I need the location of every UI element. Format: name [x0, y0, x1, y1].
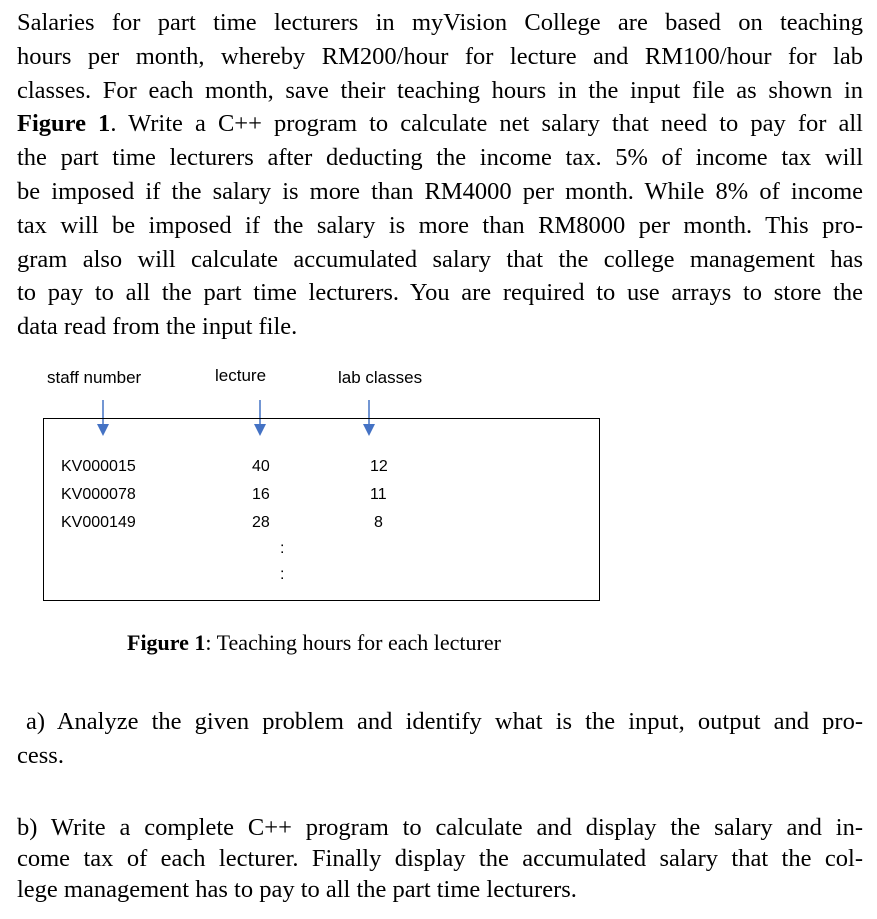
staff-number-cell: KV000149 [61, 514, 136, 531]
lecture-hours-cell: 40 [252, 458, 270, 475]
statement-line: gram also will calculate accumulated salary that the college management has [17, 245, 863, 273]
label-staff-number: staff number [47, 368, 142, 387]
question-a-line: a) Analyze the given problem and identify what is the input, output and pro- [26, 708, 863, 735]
caption-text: : Teaching hours for each lecturer [205, 630, 501, 655]
question-a-line: cess. [17, 741, 64, 769]
continuation-dots: : [280, 540, 285, 557]
continuation-dots: : [280, 566, 285, 583]
lecture-hours-cell: 16 [252, 486, 270, 503]
statement-line: hours per month, whereby RM200/hour for lecture and RM100/hour for lab [17, 42, 863, 70]
question-a [17, 705, 863, 773]
label-lab-classes: lab classes [338, 368, 423, 387]
question-b [17, 812, 863, 905]
lecture-hours-cell: 28 [252, 514, 270, 531]
question-b-line: b) Write a complete C++ program to calculate and display the salary and in- [17, 814, 863, 841]
question-b-line: come tax of each lecturer. Finally display the accumulated salary that the col- [17, 845, 863, 872]
input-file-box [43, 418, 600, 601]
caption-label: Figure 1 [127, 630, 206, 655]
figure-caption [127, 630, 501, 656]
label-lecture: lecture [215, 366, 267, 385]
lab-hours-cell: 11 [370, 486, 387, 503]
question-b-line: lege management has to pay to all the part time lecturers. [17, 876, 577, 903]
statement-line: tax will be imposed if the salary is more than RM8000 per month. This pro- [17, 211, 863, 239]
figure-reference: Figure 1 [17, 110, 111, 138]
statement-line: to pay to all the part time lecturers. You are required to use arrays to store the [17, 279, 863, 307]
lab-hours-cell: 8 [374, 514, 383, 531]
statement-line: classes. For each month, save their teaching hours in the input file as shown in [17, 76, 863, 104]
lab-hours-cell: 12 [370, 458, 388, 475]
staff-number-cell: KV000015 [61, 458, 136, 475]
statement-line: Salaries for part time lecturers in myVision College are based on teaching [17, 9, 863, 36]
statement-line-rest: . Write a C++ program to calculate net salary that need to pay for all [110, 110, 863, 138]
statement-line: data read from the input file. [17, 313, 298, 341]
statement-line: be imposed if the salary is more than RM4000 per month. While 8% of income [17, 177, 863, 205]
staff-number-cell: KV000078 [61, 486, 136, 503]
problem-statement [17, 6, 863, 344]
statement-line [17, 107, 863, 141]
statement-line: the part time lecturers after deducting the income tax. 5% of income tax will [17, 144, 863, 172]
